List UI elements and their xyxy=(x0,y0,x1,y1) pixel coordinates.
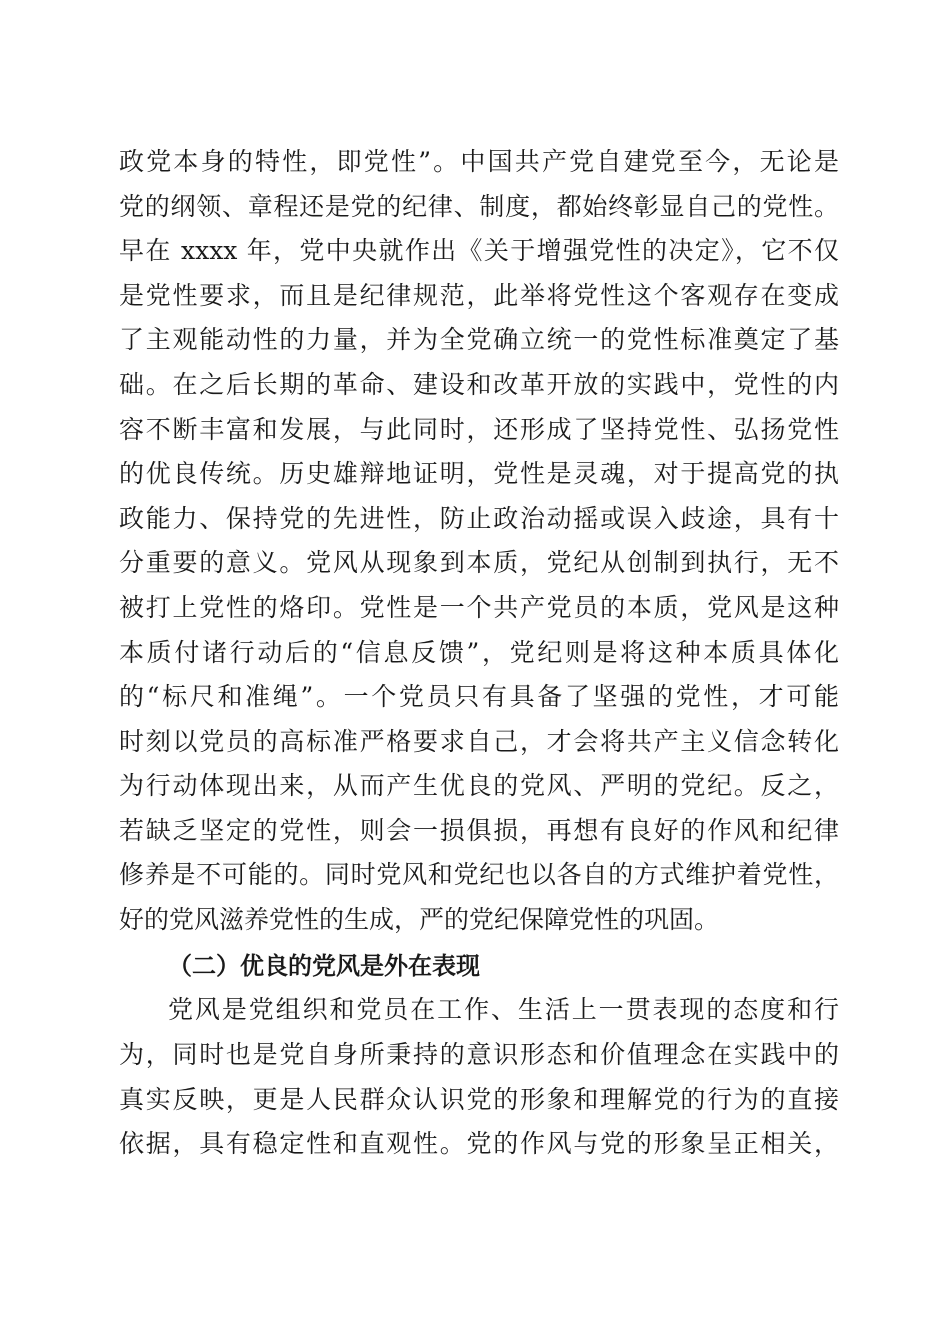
paragraph-line: 本质付诸行动后的“信息反馈”，党纪则是将这种本质具体化 xyxy=(119,638,839,667)
paragraph-line: 的“标尺和准绳”。一个党员只有具备了坚强的党性，才可能 xyxy=(119,682,839,711)
paragraph-line: 为行动体现出来，从而产生优良的党风、严明的党纪。反之， xyxy=(119,771,839,800)
paragraph-line: 党风是党组织和党员在工作、生活上一贯表现的态度和行 xyxy=(168,995,839,1024)
paragraph-line: 早在 xxxx 年，党中央就作出《关于增强党性的决定》，它不仅 xyxy=(119,236,839,265)
paragraph-line: 真实反映，更是人民群众认识党的形象和理解党的行为的直接 xyxy=(119,1085,839,1114)
paragraph-line: 党的纲领、章程还是党的纪律、制度，都始终彰显自己的党性。 xyxy=(119,192,839,221)
paragraph-line: 政党本身的特性，即党性”。中国共产党自建党至今，无论是 xyxy=(119,147,839,176)
paragraph-line: 政能力、保持党的先进性，防止政治动摇或误入歧途，具有十 xyxy=(119,504,839,533)
paragraph-line: 了主观能动性的力量，并为全党确立统一的党性标准奠定了基 xyxy=(119,325,839,354)
paragraph-line: 为，同时也是党自身所秉持的意识形态和价值理念在实践中的 xyxy=(119,1040,839,1069)
paragraph-line: 的优良传统。历史雄辩地证明，党性是灵魂，对于提高党的执 xyxy=(119,459,839,488)
paragraph-line: 依据，具有稳定性和直观性。党的作风与党的形象呈正相关， xyxy=(119,1129,839,1158)
paragraph-line: 分重要的意义。党风从现象到本质，党纪从创制到执行，无不 xyxy=(119,548,839,577)
paragraph-line: 好的党风滋养党性的生成，严的党纪保障党性的巩固。 xyxy=(119,905,720,934)
paragraph-line: 被打上党性的烙印。党性是一个共产党员的本质，党风是这种 xyxy=(119,593,839,622)
paragraph-line: 若缺乏坚定的党性，则会一损俱损，再想有良好的作风和纪律 xyxy=(119,816,839,845)
paragraph-line: 础。在之后长期的革命、建设和改革开放的实践中，党性的内 xyxy=(119,370,839,399)
paragraph-line: 时刻以党员的高标准严格要求自己，才会将共产主义信念转化 xyxy=(119,727,839,756)
paragraph-line: 是党性要求，而且是纪律规范，此举将党性这个客观存在变成 xyxy=(119,281,839,310)
section-heading: （二）优良的党风是外在表现 xyxy=(168,952,480,980)
paragraph-line: 修养是不可能的。同时党风和党纪也以各自的方式维护着党性， xyxy=(119,860,839,889)
paragraph-line: 容不断丰富和发展，与此同时，还形成了坚持党性、弘扬党性 xyxy=(119,415,839,444)
